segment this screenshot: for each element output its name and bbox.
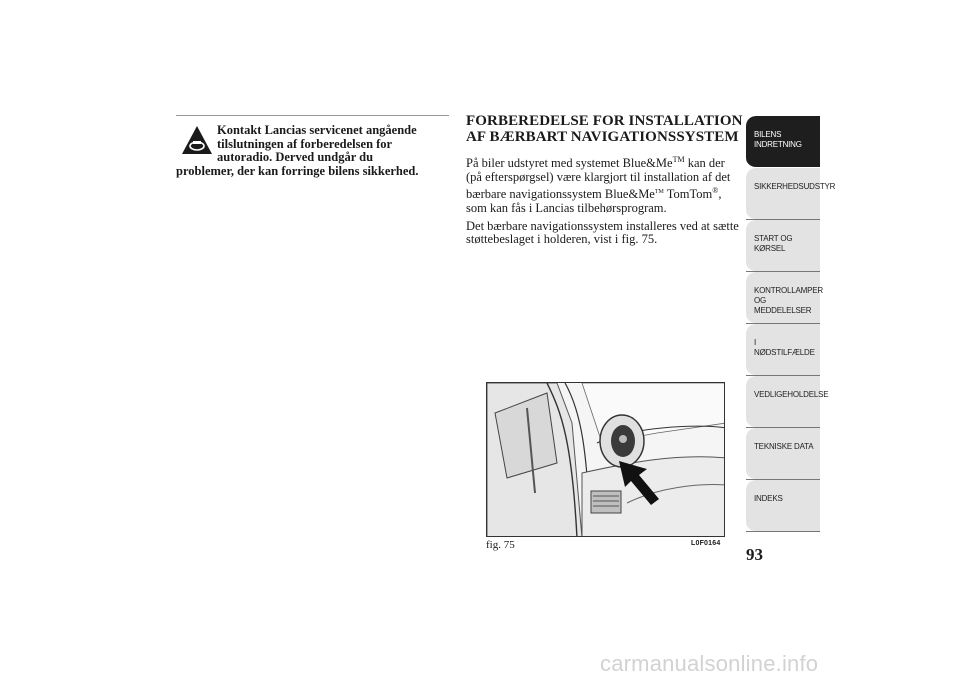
tab-label: BILENS xyxy=(754,130,782,139)
warning-line: problemer, der kan forringe bilens sikkerhed. xyxy=(176,163,419,178)
tab-start-og-korsel[interactable] xyxy=(746,220,820,272)
tab-label: INDEKS xyxy=(754,494,783,503)
tab-divider xyxy=(746,531,820,532)
warning-top-rule xyxy=(176,115,449,116)
tab-label: SIKKERHEDSUDSTYR xyxy=(754,182,836,191)
warning-line: tilslutningen af forberedelsen for xyxy=(217,136,393,151)
section-body xyxy=(466,153,742,251)
tab-indeks[interactable] xyxy=(746,480,820,532)
figure-code: L0F0164 xyxy=(691,540,721,547)
tab-label: VEDLIGEHOLDELSE xyxy=(754,390,829,399)
warning-text xyxy=(176,124,452,178)
tab-label: OG MEDDELELSER xyxy=(754,296,812,315)
warning-line: Kontakt Lancias servicenet angående xyxy=(217,123,417,137)
tab-vedligeholdelse[interactable] xyxy=(746,376,829,428)
tab-sikkerhedsudstyr[interactable] xyxy=(746,168,836,220)
figure-caption: fig. 75 xyxy=(486,539,515,551)
heading-line: AF BÆRBART NAVIGATIONSSYSTEM xyxy=(466,129,739,145)
body-paragraph: Det bærbare navigationssystem installeres ved at sætte støttebeslaget i holderen, vist i fig. 75. xyxy=(466,218,739,247)
tab-tekniske-data[interactable] xyxy=(746,428,820,480)
tab-i-nodstilfaelde[interactable] xyxy=(746,324,820,376)
watermark: carmanualsonline.info xyxy=(600,651,819,676)
tab-label: KONTROLLAMPER xyxy=(754,286,823,295)
registered-mark: ® xyxy=(712,186,719,196)
tab-label: I NØDSTILFÆLDE xyxy=(754,338,815,357)
tab-label: TEKNISKE DATA xyxy=(754,442,814,451)
warning-line: autoradio. Derved undgår du xyxy=(217,150,374,164)
tab-label: INDRETNING xyxy=(754,140,802,149)
tab-label: START OG KØRSEL xyxy=(754,234,793,253)
tab-kontrollamper[interactable] xyxy=(746,272,823,324)
page-number: 93 xyxy=(746,545,763,564)
figure-image xyxy=(486,382,725,537)
body-paragraph: På biler udstyret med systemet Blue&Me™ kan der (på efterspørgsel) være klargjort til installation af det bærbare navigationssystem Blue&Me™ TomTom®, som kan fås i Lancias tilbehørsprogram. xyxy=(466,155,731,216)
section-heading xyxy=(466,113,746,145)
tab-bilens-indretning[interactable] xyxy=(746,116,820,168)
heading-line: FORBEREDELSE FOR INSTALLATION xyxy=(466,113,743,129)
chapter-tabs xyxy=(746,116,836,532)
dashboard-illustration xyxy=(487,383,725,537)
trademark-mark: TM xyxy=(654,189,664,196)
trademark-mark: TM xyxy=(672,155,685,164)
